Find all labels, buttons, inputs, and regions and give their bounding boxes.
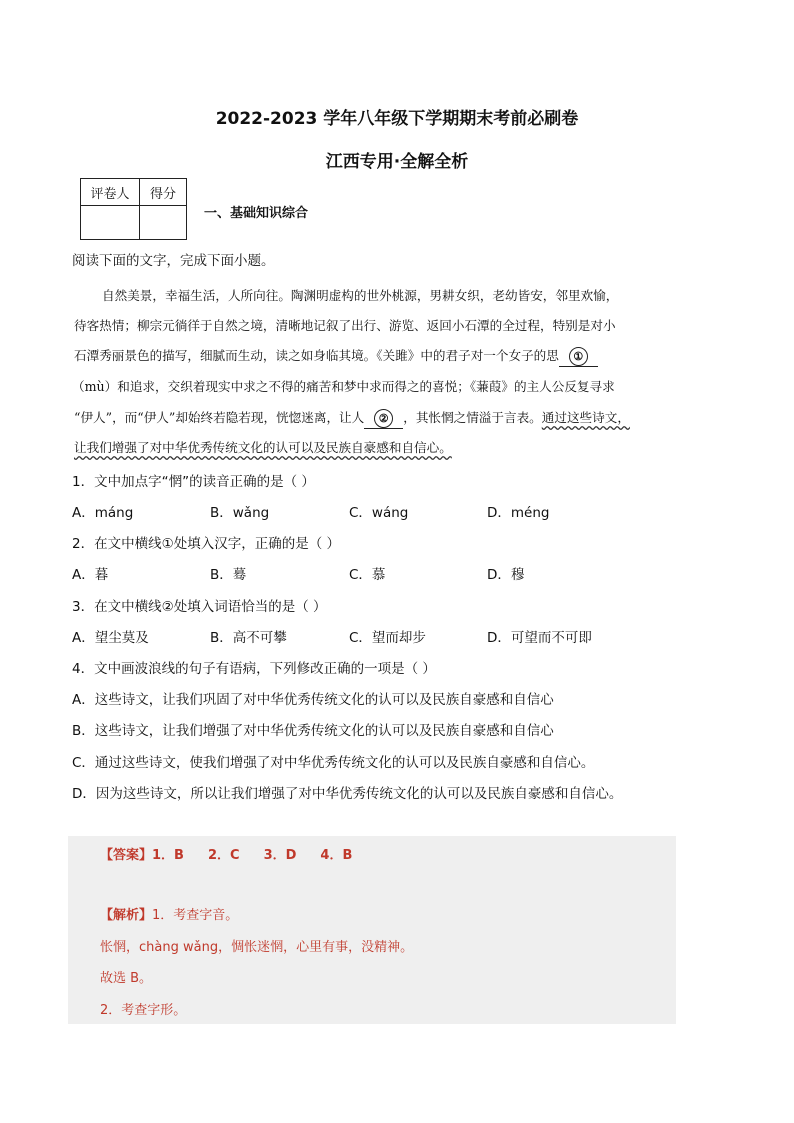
grader-cell xyxy=(81,206,140,240)
blank-1-marker: ① xyxy=(569,347,588,366)
q3-option-a: A．望尘莫及 xyxy=(72,630,149,646)
answer-3: 3．D xyxy=(263,848,297,863)
passage-line-3-text: 石潭秀丽景色的描写，细腻而生动，读之如身临其境。《关雎》中的君子对一个女子的思 xyxy=(74,348,559,363)
q4-option-a: A．这些诗文，让我们巩固了对中华优秀传统文化的认可以及民族自豪感和自信心 xyxy=(72,692,554,708)
analysis-label: 【解析】 xyxy=(100,908,153,923)
blank-1 xyxy=(559,347,598,367)
q1-option-a: A．máng xyxy=(72,505,134,521)
q1-option-c: C．wáng xyxy=(349,505,409,521)
q1-option-b: B．wǎng xyxy=(210,505,270,521)
answer-4: 4．B xyxy=(320,848,353,863)
grader-table xyxy=(80,178,187,240)
blank-2 xyxy=(364,409,403,429)
page-title: 2022-2023 学年八年级下学期期末考前必刷卷 xyxy=(215,109,579,129)
answer-panel xyxy=(68,836,676,1024)
wavy-sentence-part-1: 通过这些诗文， xyxy=(541,410,630,425)
passage-line-4: （mù）和追求，交织着现实中求之不得的痛苦和梦中求而得之的喜悦；《蒹葭》的主人公反复寻求 xyxy=(72,379,615,394)
analysis-line-2 xyxy=(100,936,413,955)
instructions: 阅读下面的文字，完成下面小题。 xyxy=(72,253,275,269)
score-header: 得分 xyxy=(140,179,187,206)
q2-option-b: B．蓦 xyxy=(210,567,247,583)
passage-line-6 xyxy=(74,437,452,456)
answer-2: 2．C xyxy=(207,848,240,863)
passage-line-2: 待客热情；柳宗元徜徉于自然之境，清晰地记叙了出行、游览、返回小石潭的全过程，特别是对小 xyxy=(74,318,616,333)
analysis-meaning: 惆怅迷惘，心里有事，没精神。 xyxy=(231,940,414,955)
passage-line-3 xyxy=(74,345,598,367)
q4-option-d: D．因为这些诗文，所以让我们增强了对中华优秀传统文化的认可以及民族自豪感和自信心。 xyxy=(72,786,623,802)
passage-line-5 xyxy=(74,407,630,429)
analysis-pinyin: 怅惘，chàng wǎng， xyxy=(100,940,232,955)
question-2: 2．在文中横线①处填入汉字，正确的是（ ） xyxy=(72,536,340,552)
q3-option-b: B．高不可攀 xyxy=(210,630,287,646)
question-3: 3．在文中横线②处填入词语恰当的是（ ） xyxy=(72,599,327,615)
question-1: 1．文中加点字“惘”的读音正确的是（ ） xyxy=(72,474,315,490)
answer-label: 【答案】 xyxy=(100,848,153,863)
analysis-line-4: 2．考查字形。 xyxy=(100,1003,187,1018)
q4-option-c: C．通过这些诗文，使我们增强了对中华优秀传统文化的认可以及民族自豪感和自信心。 xyxy=(72,755,595,771)
q1-option-d: D．méng xyxy=(487,505,550,521)
section-heading: 一、基础知识综合 xyxy=(204,206,309,221)
analysis-line-1 xyxy=(100,904,238,923)
answer-1: 1．B xyxy=(152,848,184,863)
question-4: 4．文中画波浪线的句子有语病，下列修改正确的一项是（ ） xyxy=(72,661,436,677)
answer-line xyxy=(100,844,352,863)
q2-option-d: D．穆 xyxy=(487,567,525,583)
q4-option-b: B．这些诗文，让我们增强了对中华优秀传统文化的认可以及民族自豪感和自信心 xyxy=(72,723,554,739)
passage-line-1: 自然美景，幸福生活，人所向往。陶渊明虚构的世外桃源，男耕女织，老幼皆安，邻里欢愉， xyxy=(102,288,619,303)
score-cell xyxy=(140,206,187,240)
analysis-line-3: 故选 B。 xyxy=(100,971,153,986)
grader-header: 评卷人 xyxy=(81,179,140,206)
q2-option-a: A．暮 xyxy=(72,567,109,583)
wavy-sentence-part-2: 让我们增强了对中华优秀传统文化的认可以及民族自豪感和自信心。 xyxy=(74,440,452,455)
passage-line-5-text: “伊人”，而“伊人”却始终若隐若现，恍惚迷离，让人 xyxy=(74,410,365,425)
blank-2-marker: ② xyxy=(374,409,393,428)
page-subtitle: 江西专用·全解全析 xyxy=(325,152,469,172)
q2-option-c: C．慕 xyxy=(349,567,386,583)
passage-line-5-text-b: ，其怅惘之情溢于言表。 xyxy=(403,410,542,425)
q3-option-c: C．望而却步 xyxy=(349,630,426,646)
analysis-point-1: 1．考查字音。 xyxy=(152,908,239,923)
q3-option-d: D．可望而不可即 xyxy=(487,630,592,646)
